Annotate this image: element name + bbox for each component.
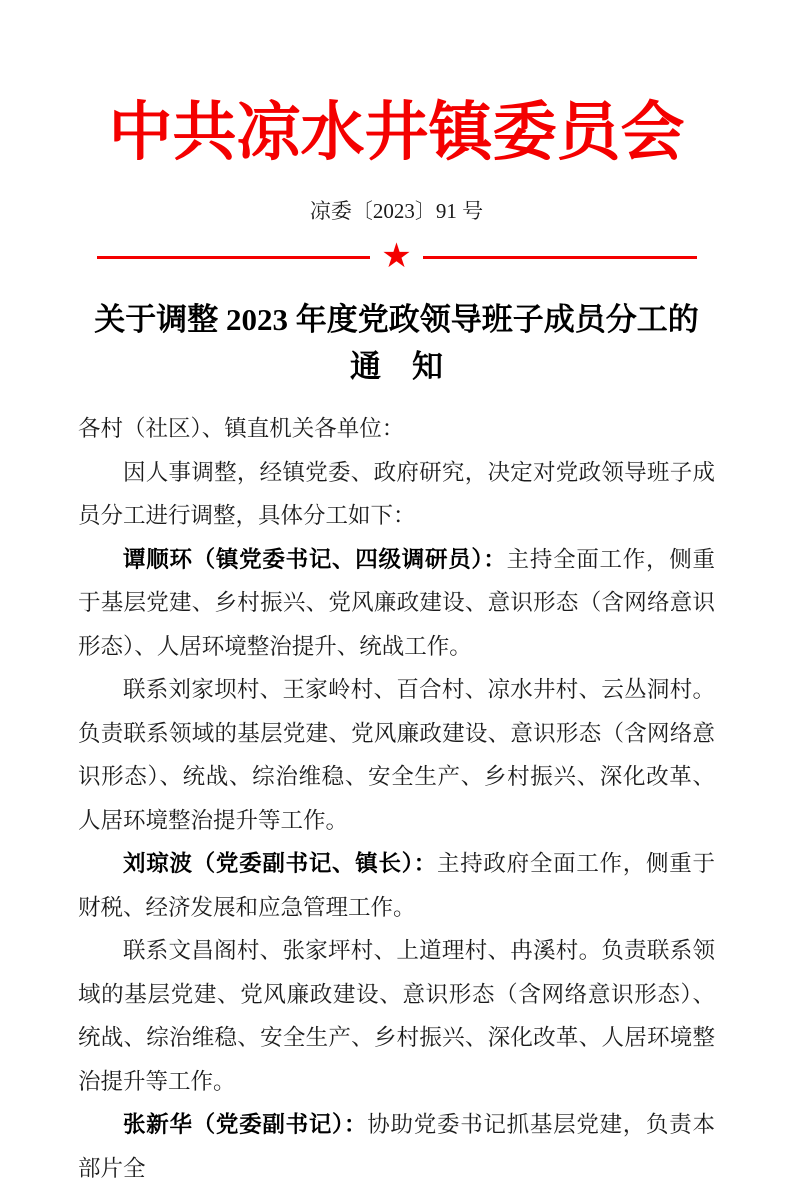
- leader-name-role: 谭顺环（镇党委书记、四级调研员）：: [123, 546, 507, 572]
- notice-title-line1: 关于调整 2023 年度党政领导班子成员分工的: [94, 302, 699, 337]
- body-paragraph: 刘琼波（党委副书记、镇长）：主持政府全面工作，侧重于财税、经济发展和应急管理工作。: [78, 851, 715, 920]
- star-divider: [97, 238, 697, 276]
- notice-title-line2: 通 知: [350, 349, 443, 384]
- doc-number: 凉委〔2023〕91 号: [309, 199, 484, 223]
- body-paragraph: 联系文昌阁村、张家坪村、上道理村、冉溪村。负责联系领域的基层党建、党风廉政建设、意识形态（含网络意识形态）、统战、综治维稳、安全生产、乡村振兴、深化改革、人居环境整治提升等工作。: [78, 938, 715, 1094]
- body-paragraph: 联系刘家坝村、王家岭村、百合村、凉水井村、云丛洞村。负责联系领域的基层党建、党风廉政建设、意识形态（含网络意识形态）、统战、综治维稳、安全生产、乡村振兴、深化改革、人居环境整治提升等工作。: [78, 677, 715, 833]
- salutation: 各村（社区）、镇直机关各单位：: [78, 416, 405, 441]
- divider-line-right: [423, 256, 697, 259]
- notice-title: [78, 296, 715, 390]
- star-icon: ★: [381, 238, 412, 275]
- letterhead-org-name: 中共凉水井镇委员会: [108, 97, 685, 168]
- body-paragraph: 张新华（党委副书记）：协助党委书记抓基层党建，负责本部片全: [78, 1112, 715, 1181]
- document-body: [78, 407, 715, 1190]
- divider-line-left: [97, 256, 371, 259]
- leader-name-role: 刘琼波（党委副书记、镇长）：: [123, 851, 437, 876]
- body-paragraph: 谭顺环（镇党委书记、四级调研员）：主持全面工作，侧重于基层党建、乡村振兴、党风廉政建设、意识形态（含网络意识形态）、人居环境整治提升、统战工作。: [78, 546, 715, 659]
- body-paragraph: 因人事调整，经镇党委、政府研究，决定对党政领导班子成员分工进行调整，具体分工如下：: [78, 459, 715, 528]
- leader-name-role: 张新华（党委副书记）：: [123, 1112, 368, 1137]
